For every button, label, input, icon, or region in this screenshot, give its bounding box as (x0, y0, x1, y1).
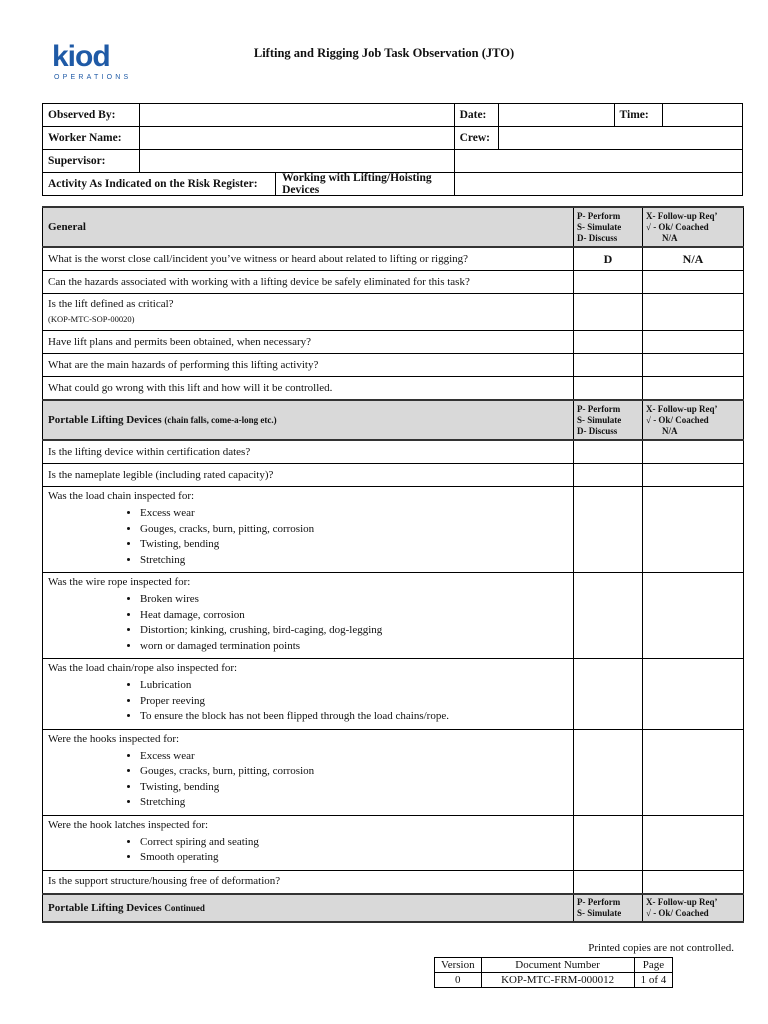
bullet-list: • Broken wires • Heat damage, corrosion • Distortion; kinking, crushing, bird-caging, dog-legging • worn or damaged termination points (48, 592, 568, 654)
answer-cell[interactable] (643, 487, 744, 573)
page-value: 1 of 4 (634, 973, 673, 988)
answer-cell[interactable] (574, 464, 643, 487)
table-row: Is the nameplate legible (including rated capacity)? (43, 464, 744, 487)
bullet-list: • Lubrication • Proper reeving • To ensure the block has not been flipped through the load chains/rope. (48, 678, 568, 725)
bullet-list: • Excess wear • Gouges, cracks, burn, pitting, corrosion • Twisting, bending • Stretching (48, 506, 568, 568)
uncontrolled-copy-note: Printed copies are not controlled. (588, 942, 734, 954)
answer-cell[interactable] (643, 271, 744, 294)
version-value: 0 (435, 973, 482, 988)
time-label: Time: (614, 104, 662, 127)
answer-cell[interactable] (574, 573, 643, 659)
section-header-portable (43, 400, 744, 440)
docnum-value: KOP-MTC-FRM-000012 (481, 973, 634, 988)
logo-subtitle: OPERATIONS (54, 74, 132, 81)
date-field[interactable] (498, 104, 614, 127)
time-field[interactable] (662, 104, 742, 127)
answer-cell[interactable] (574, 354, 643, 377)
answer-cell[interactable] (643, 815, 744, 870)
answer-cell[interactable] (574, 815, 643, 870)
table-row: What could go wrong with this lift and how will it be controlled. (43, 377, 744, 401)
answer-cell[interactable] (643, 377, 744, 401)
table-row: Was the load chain inspected for: • Excess wear • Gouges, cracks, burn, pitting, corrosion • Twisting, bending • Stretching (43, 487, 744, 573)
supervisor-blank (454, 150, 742, 173)
legend-followup: X- Follow-up Req’ √ - Ok/ Coached N/A (643, 400, 744, 440)
answer-cell[interactable] (643, 331, 744, 354)
answer-cell[interactable] (574, 440, 643, 464)
answer-cell[interactable] (643, 294, 744, 331)
activity-label: Activity As Indicated on the Risk Register: (43, 173, 276, 195)
answer-cell[interactable] (574, 331, 643, 354)
crew-field[interactable] (498, 127, 742, 150)
table-row: Was the load chain/rope also inspected for: • Lubrication • Proper reeving • To ensure the block has not been flipped through the load chains/rope. (43, 659, 744, 730)
table-row: Is the lifting device within certification dates? (43, 440, 744, 464)
legend-perform: P- Perform S- Simulate (574, 894, 643, 922)
table-row: Is the support structure/housing free of deformation? (43, 870, 744, 894)
version-header: Version (435, 958, 482, 973)
section-header-general (43, 207, 744, 247)
answer-cell[interactable] (574, 870, 643, 894)
supervisor-label: Supervisor: (43, 150, 140, 173)
table-row: Have lift plans and permits been obtained, when necessary? (43, 331, 744, 354)
date-label: Date: (454, 104, 498, 127)
table-row: What is the worst close call/incident you’ve witness or heard about related to lifting or rigging? D N/A (43, 247, 744, 271)
checklist-table (42, 206, 744, 923)
answer-cell[interactable] (574, 487, 643, 573)
worker-name-label: Worker Name: (43, 127, 140, 150)
table-row: What are the main hazards of performing this lifting activity? (43, 354, 744, 377)
activity-value: Working with Lifting/Hoisting Devices (282, 172, 432, 196)
table-row: Was the wire rope inspected for: • Broken wires • Heat damage, corrosion • Distortion; kinking, crushing, bird-caging, dog-legging • worn or damaged termination points (43, 573, 744, 659)
answer-cell[interactable] (643, 659, 744, 730)
section-title: Portable Lifting Devices Continued (43, 894, 574, 922)
table-row: Were the hook latches inspected for: • Correct spiring and seating • Smooth operating (43, 815, 744, 870)
legend-followup: X- Follow-up Req’ √ - Ok/ Coached (643, 894, 744, 922)
crew-label: Crew: (454, 127, 498, 150)
legend-perform: P- Perform S- Simulate D- Discuss (574, 207, 643, 247)
legend-perform: P- Perform S- Simulate D- Discuss (574, 400, 643, 440)
table-row: Can the hazards associated with working with a lifting device be safely eliminated for this task? (43, 271, 744, 294)
answer-cell[interactable]: N/A (643, 247, 744, 271)
worker-name-field[interactable] (139, 127, 454, 150)
logo-wordmark: kiod (52, 40, 110, 73)
answer-cell[interactable] (643, 354, 744, 377)
legend-followup: X- Follow-up Req’ √ - Ok/ Coached N/A (643, 207, 744, 247)
section-title: Portable Lifting Devices (chain falls, come-a-long etc.) (43, 400, 574, 440)
document-title: Lifting and Rigging Job Task Observation (JTO) (253, 46, 515, 60)
answer-cell[interactable] (574, 294, 643, 331)
docnum-header: Document Number (481, 958, 634, 973)
page-header: Page (634, 958, 673, 973)
bullet-list: • Excess wear • Gouges, cracks, burn, pitting, corrosion • Twisting, bending • Stretching (48, 749, 568, 811)
answer-cell[interactable] (643, 870, 744, 894)
section-header-continued (43, 894, 744, 922)
answer-cell[interactable] (643, 464, 744, 487)
section-title: General (43, 207, 574, 247)
observed-by-field[interactable] (139, 104, 454, 127)
answer-cell[interactable]: D (574, 247, 643, 271)
answer-cell[interactable] (643, 729, 744, 815)
document-control-table (434, 957, 673, 988)
bullet-list: • Correct spiring and seating • Smooth operating (48, 835, 568, 866)
answer-cell[interactable] (643, 440, 744, 464)
answer-cell[interactable] (574, 271, 643, 294)
table-row: Were the hooks inspected for: • Excess wear • Gouges, cracks, burn, pitting, corrosion • Twisting, bending • Stretching (43, 729, 744, 815)
supervisor-field[interactable] (139, 150, 454, 173)
answer-cell[interactable] (574, 659, 643, 730)
answer-cell[interactable] (643, 573, 744, 659)
observed-by-label: Observed By: (43, 104, 140, 127)
answer-cell[interactable] (574, 729, 643, 815)
observation-info-table (42, 103, 743, 196)
table-row: Is the lift defined as critical? (KOP-MTC-SOP-00020) (43, 294, 744, 331)
answer-cell[interactable] (574, 377, 643, 401)
